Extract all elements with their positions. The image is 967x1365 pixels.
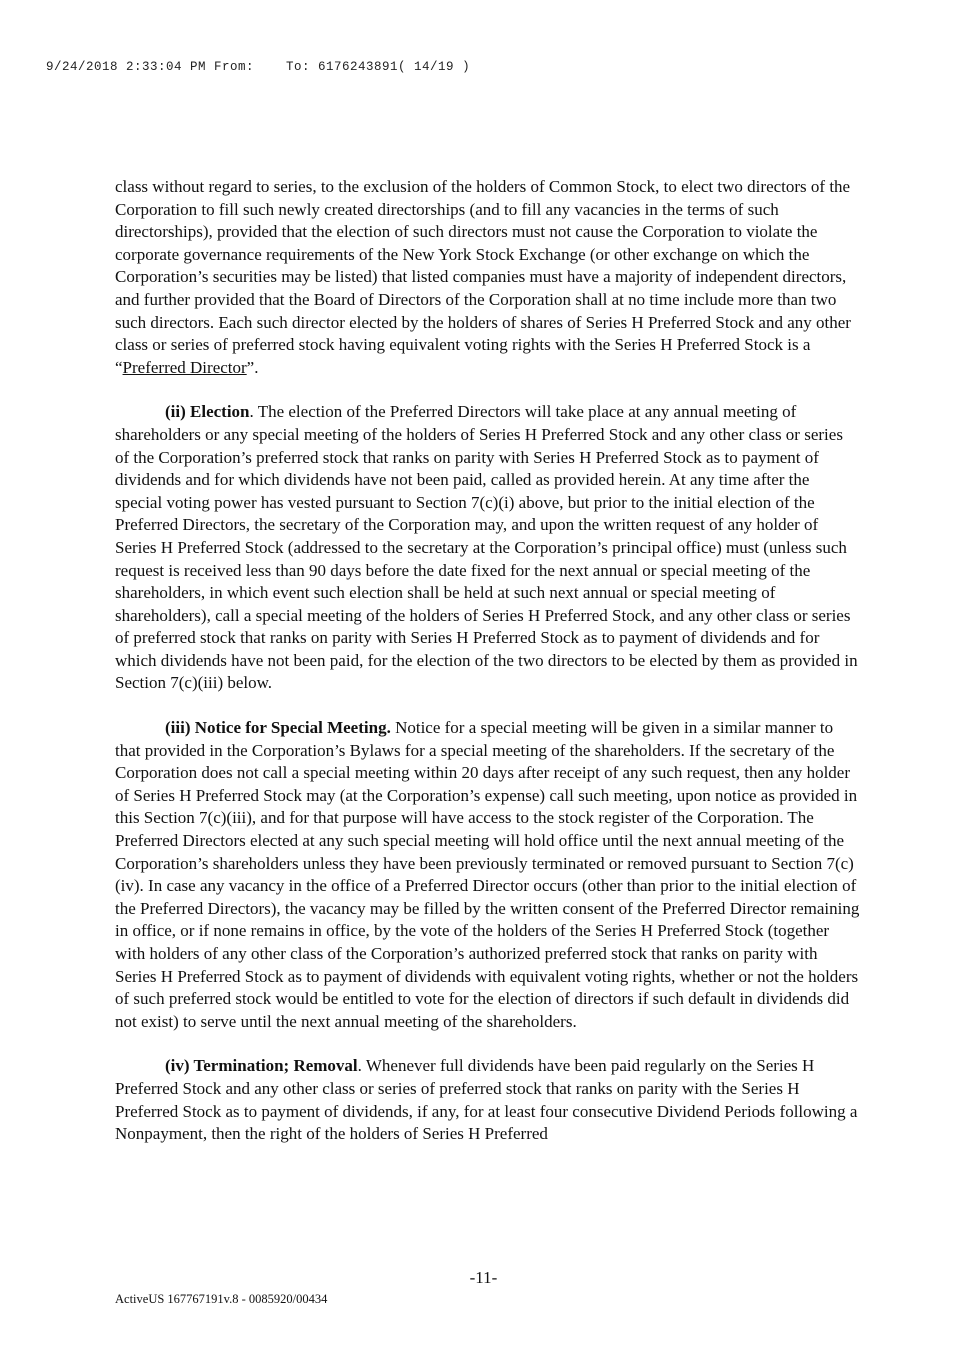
section-heading: (ii) Election (165, 402, 250, 422)
paragraph-text: class without regard to series, to the exclusion of the holders of Common Stock, to elect two directors of the Corporation to fill such newly created directorships (and to fill any vacancies in the terms of such directorships), provided that the election of such directors must not cause the Corporation to violate the corporate governance requirements of the New York Stock Exchange (or other exchange on which the Corporation’s securities may be listed) that listed companies must have a majority of independent directors, and further provided that the Board of Directors of the Corporation shall at no time include more than two such directors. Each such director elected by the holders of shares of Series H Preferred Stock and any other class or series of preferred stock having equivalent voting rights with the Series H Preferred Stock is a “ (115, 177, 851, 377)
paragraph-text: . Whenever full dividends have been paid regularly on the Series H Preferred Stock and any other class or series of preferred stock that ranks on parity with the Series H Preferred Stock as to payment of dividends, if any, for at least four consecutive Dividend Periods following a Nonpayment, then the right of the holders of Series H Preferred (115, 1056, 858, 1144)
document-body (115, 176, 860, 1146)
paragraph-end: ”. (246, 357, 259, 377)
section-heading: (iii) Notice for Special Meeting. (165, 718, 391, 738)
paragraph-election (115, 401, 860, 695)
page-number: -11- (469, 1268, 498, 1287)
paragraph-continuation (115, 176, 860, 379)
paragraph-notice-special-meeting (115, 717, 860, 1033)
paragraph-text: . The election of the Preferred Directors will take place at any annual meeting of shareholders or any special meeting of the holders of Series H Preferred Stock and any other class or series of the Corporation’s preferred stock that ranks on parity with Series H Preferred Stock as to payment of dividends and for which dividends have not been paid, called as provided herein. At any time after the special voting power has vested pursuant to Section 7(c)(i) above, but prior to the initial election of the Preferred Directors, the secretary of the Corporation may, and upon the written request of any holder of Series H Preferred Stock (addressed to the secretary at the Corporation’s principal office) must (unless such request is received less than 90 days before the date fixed for the next annual or special meeting of the shareholders, in which event such election shall be held at such next annual or special meeting of shareholders), call a special meeting of the holders of Series H Preferred Stock, and any other class or series of preferred stock that ranks on parity with Series H Preferred Stock as to payment of dividends and for which dividends have not been paid, for the election of the two directors to be elected by them as provided in Section 7(c)(iii) below. (115, 402, 858, 693)
defined-term: Preferred Director (122, 357, 247, 377)
section-heading: (iv) Termination; Removal (165, 1056, 358, 1076)
paragraph-termination-removal (115, 1055, 860, 1145)
document-id: ActiveUS 167767191v.8 - 0085920/00434 (115, 1292, 328, 1306)
fax-header: 9/24/2018 2:33:04 PM From: To: 6176243891( 14/19 ) (46, 60, 471, 74)
paragraph-text: Notice for a special meeting will be given in a similar manner to that provided in the Corporation’s Bylaws for a special meeting of the shareholders. If the secretary of the Corporation does not call a special meeting within 20 days after receipt of any such request, then any holder of Series H Preferred Stock may (at the Corporation’s expense) call such meeting, upon notice as provided in this Section 7(c)(iii), and for that purpose will have access to the stock register of the Corporation. The Preferred Directors elected at any such special meeting will hold office until the next annual meeting of the Corporation’s shareholders unless they have been previously terminated or removed pursuant to Section 7(c)(iv). In case any vacancy in the office of a Preferred Director occurs (other than prior to the initial election of the Preferred Directors), the vacancy may be filled by the written consent of the Preferred Director remaining in office, or if none remains in office, by the vote of the holders of the Series H Preferred Stock (together with holders of any other class of the Corporation’s authorized preferred stock that ranks on parity with Series H Preferred Stock as to payment of dividends with equivalent voting rights, whether or not the holders of such preferred stock would be entitled to vote for the election of directors if such default in dividends did not exist) to serve until the next annual meeting of the shareholders. (115, 718, 860, 1031)
